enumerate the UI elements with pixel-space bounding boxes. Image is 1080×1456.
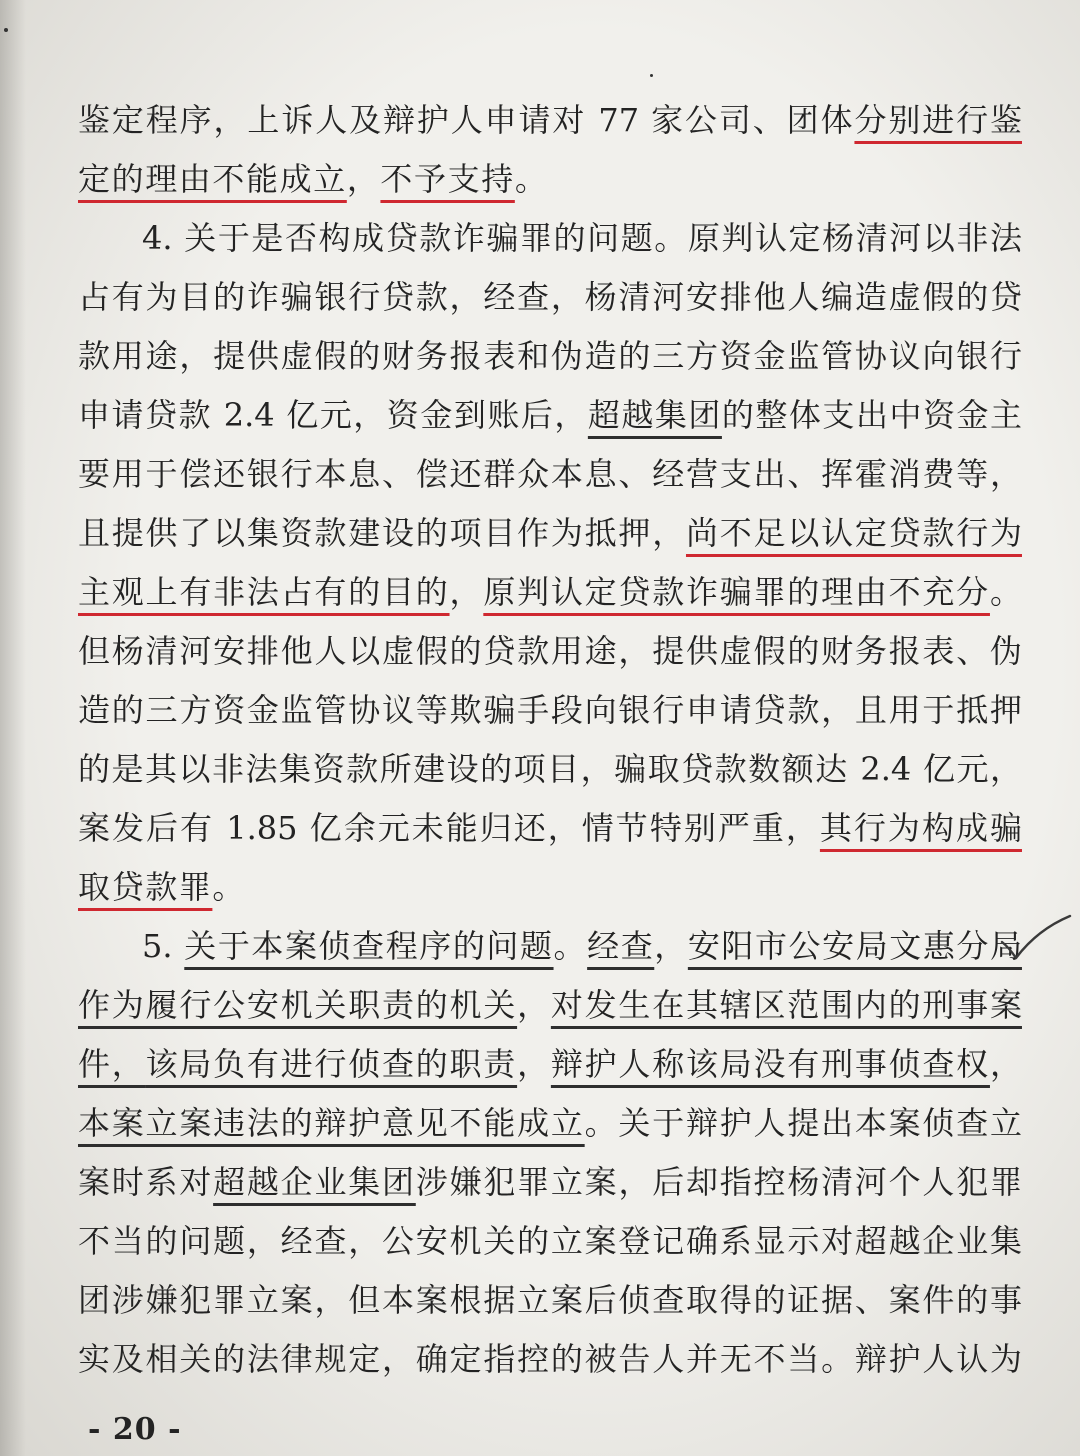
text-segment: 。 xyxy=(989,573,1022,611)
text-segment: 占有为目的诈骗银行贷款，经查，杨清河安排他人编造虚假的贷 xyxy=(78,278,1022,316)
text-line-1 xyxy=(78,91,1022,150)
red-underlined-text: 定的理由不能成立 xyxy=(78,160,347,198)
dark-underlined-text: 安阳市公安局文惠分局 xyxy=(687,927,1022,965)
text-segment: 实及相关的法律规定，确定指控的被告人并无不当。辩护人认为 xyxy=(78,1340,1022,1378)
dark-underlined-text: 作为履行公安机关职责的机关 xyxy=(78,986,518,1024)
text-segment: 且提供了以集资款建设的项目作为抵押， xyxy=(78,514,686,552)
dark-underlined-text: 超越企业集团 xyxy=(213,1163,416,1201)
text-segment: 5. xyxy=(142,927,185,965)
red-underlined-text: 其行为构成骗 xyxy=(819,809,1022,847)
text-line-6 xyxy=(78,386,1022,445)
text-line-3 xyxy=(78,209,1022,268)
text-segment: 的整体支出中资金主 xyxy=(721,396,1022,434)
text-segment: 款用途，提供虚假的财务报表和伪造的三方资金监管协议向银行 xyxy=(78,337,1022,375)
text-segment: 要用于偿还银行本息、偿还群众本息、经营支出、挥霍消费等， xyxy=(78,455,1022,493)
text-line-14 xyxy=(78,858,1022,917)
text-line-22 xyxy=(78,1330,1022,1389)
text-segment: ， xyxy=(989,1045,1022,1083)
text-line-12 xyxy=(78,740,1022,799)
ink-speck xyxy=(650,74,653,77)
text-line-4 xyxy=(78,268,1022,327)
dark-underlined-text: 辩护人称该局没有刑事侦查权 xyxy=(550,1045,990,1083)
text-line-18 xyxy=(78,1094,1022,1153)
text-line-8 xyxy=(78,504,1022,563)
text-line-20 xyxy=(78,1212,1022,1271)
text-segment: ， xyxy=(449,573,484,611)
text-segment: 涉嫌犯罪立案，后却指控杨清河个人犯罪 xyxy=(415,1163,1022,1201)
checkmark-icon xyxy=(998,912,1074,968)
text-line-15 xyxy=(78,917,1022,976)
red-underlined-text: 分别进行鉴 xyxy=(854,101,1022,139)
text-line-9 xyxy=(78,563,1022,622)
dark-underlined-text: 超越集团 xyxy=(587,396,722,434)
text-segment: 。关于辩护人提出本案侦查立 xyxy=(584,1104,1022,1142)
text-line-5 xyxy=(78,327,1022,386)
text-segment: 案时系对 xyxy=(78,1163,214,1201)
text-segment: 。 xyxy=(514,160,549,198)
text-segment: 但杨清河安排他人以虚假的贷款用途，提供虚假的财务报表、伪 xyxy=(78,632,1022,670)
dark-underlined-text: 件， xyxy=(78,1045,146,1083)
text-segment: 4. 关于是否构成贷款诈骗罪的问题。原判认定杨清河以非法 xyxy=(142,219,1022,257)
text-segment: ， xyxy=(517,1045,551,1083)
red-underlined-text: 原判认定贷款诈骗罪的理由不充分 xyxy=(483,573,990,611)
text-line-21 xyxy=(78,1271,1022,1330)
text-segment: 的是其以非法集资款所建设的项目，骗取贷款数额达 2.4 亿元， xyxy=(78,750,1022,788)
text-segment: 。 xyxy=(553,927,588,965)
red-underlined-text: 取贷款罪 xyxy=(78,868,213,906)
text-line-2 xyxy=(78,150,1022,209)
text-line-13 xyxy=(78,799,1022,858)
red-underlined-text: 尚不足以认定贷款行为 xyxy=(685,514,1022,552)
dark-underlined-text: 该局负有进行侦查的职责 xyxy=(145,1045,518,1083)
dark-underlined-text: 关于本案侦查程序的问题 xyxy=(184,927,554,965)
page-number: - 20 - xyxy=(88,1412,182,1447)
text-line-10 xyxy=(78,622,1022,681)
text-line-7 xyxy=(78,445,1022,504)
dark-underlined-text: 对发生在其辖区范围内的刑事案 xyxy=(550,986,1022,1024)
text-segment: 申请贷款 2.4 亿元，资金到账后， xyxy=(78,396,588,434)
text-segment: ， xyxy=(654,927,688,965)
text-segment: ， xyxy=(346,160,381,198)
text-line-16 xyxy=(78,976,1022,1035)
text-segment: 不当的问题，经查，公安机关的立案登记确系显示对超越企业集 xyxy=(78,1222,1022,1260)
text-segment: 鉴定程序，上诉人及辩护人申请对 77 家公司、团体 xyxy=(78,101,855,139)
text-segment: 造的三方资金监管协议等欺骗手段向银行申请贷款，且用于抵押 xyxy=(78,691,1022,729)
text-segment: 案发后有 1.85 亿余元未能归还，情节特别严重， xyxy=(78,809,820,847)
ink-speck xyxy=(4,28,8,32)
text-line-19 xyxy=(78,1153,1022,1212)
text-segment: 团涉嫌犯罪立案，但本案根据立案后侦查取得的证据、案件的事 xyxy=(78,1281,1022,1319)
dark-underlined-text: 本案立案违法的辩护意见不能成立 xyxy=(78,1104,585,1142)
text-line-11 xyxy=(78,681,1022,740)
red-underlined-text: 不予支持 xyxy=(380,160,515,198)
document-body xyxy=(78,91,1022,1389)
text-segment: ， xyxy=(517,986,551,1024)
red-underlined-text: 主观上有非法占有的目的 xyxy=(78,573,450,611)
text-segment: 。 xyxy=(212,868,247,906)
dark-underlined-text: 经查 xyxy=(587,927,655,965)
text-line-17 xyxy=(78,1035,1022,1094)
